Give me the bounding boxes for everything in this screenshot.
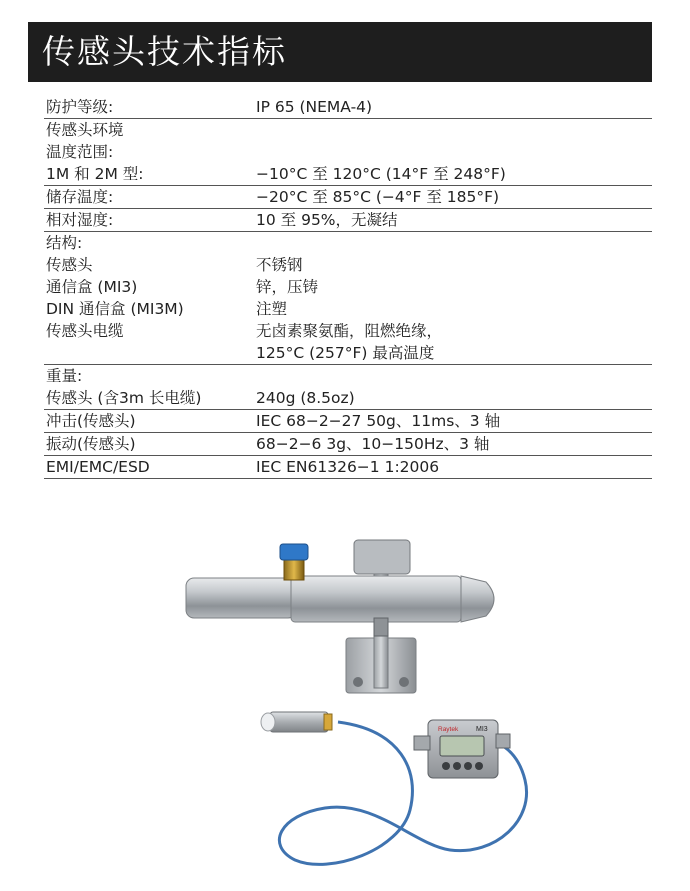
- page-title: 传感头技术指标: [42, 32, 287, 71]
- spec-value: 68−2−6 3g、10−150Hz、3 轴: [256, 435, 490, 453]
- spec-label: EMI/EMC/ESD: [46, 458, 150, 476]
- spec-row: [44, 95, 652, 119]
- spec-row: [44, 209, 652, 232]
- spec-label: 传感头环境: [46, 121, 124, 139]
- spec-row: [44, 410, 652, 433]
- spec-label: 1M 和 2M 型:: [46, 165, 144, 183]
- spec-value: 125°C (257°F) 最高温度: [256, 344, 435, 362]
- spec-label: 传感头 (含3m 长电缆): [46, 389, 202, 407]
- spec-value: −10°C 至 120°C (14°F 至 248°F): [256, 165, 506, 183]
- spec-value: IEC EN61326−1 1:2006: [256, 458, 440, 476]
- spec-value: −20°C 至 85°C (−4°F 至 185°F): [256, 188, 500, 206]
- spec-row: [44, 163, 652, 186]
- spec-label: 相对湿度:: [46, 211, 114, 229]
- air-fitting-cap: [280, 544, 308, 560]
- cable-gland: [414, 736, 430, 750]
- bolt: [399, 677, 409, 687]
- bolt: [353, 677, 363, 687]
- spec-value: IP 65 (NEMA-4): [256, 98, 373, 116]
- brand-label: Raytek: [438, 726, 459, 733]
- spec-row: [44, 254, 652, 276]
- spec-label: 防护等级:: [46, 98, 114, 116]
- spec-row: [44, 456, 652, 479]
- spec-label: 通信盒 (MI3): [46, 278, 138, 296]
- spec-label: 重量:: [46, 367, 83, 385]
- cable-gland-right: [496, 734, 510, 748]
- spec-row: [44, 232, 652, 254]
- spec-label: 振动(传感头): [46, 435, 136, 453]
- spec-row: [44, 342, 652, 365]
- sensor-tube-left: [186, 578, 296, 618]
- bracket-clamp: [354, 540, 410, 574]
- spec-row: [44, 276, 652, 298]
- button-3: [464, 762, 472, 770]
- spec-label: 冲击(传感头): [46, 412, 136, 430]
- spec-value: 240g (8.5oz): [256, 389, 355, 407]
- spec-table: [44, 95, 652, 479]
- spec-value: 不锈钢: [256, 256, 303, 274]
- spec-row: [44, 387, 652, 410]
- sensor-ring: [324, 714, 332, 730]
- spec-row: [44, 141, 652, 163]
- spec-row: [44, 365, 652, 387]
- spec-row: [44, 433, 652, 456]
- spec-value: 10 至 95%，无凝结: [256, 211, 398, 229]
- spec-value: 锌，压铸: [256, 278, 319, 296]
- button-1: [442, 762, 450, 770]
- sensor-mount-photo: [176, 530, 516, 705]
- sensor-cable-box-photo: [250, 700, 560, 885]
- spec-row: [44, 298, 652, 320]
- spec-value: 注塑: [256, 300, 288, 318]
- sensor-lens: [261, 713, 275, 731]
- spec-label: DIN 通信盒 (MI3M): [46, 300, 184, 318]
- spec-label: 储存温度:: [46, 188, 114, 206]
- clamp-screw: [374, 618, 388, 636]
- button-2: [453, 762, 461, 770]
- spec-label: 结构:: [46, 234, 83, 252]
- air-fitting: [284, 558, 304, 580]
- spec-label: 温度范围:: [46, 143, 114, 161]
- title-bar: [28, 22, 652, 82]
- spec-label: 传感头: [46, 256, 93, 274]
- lcd-display: [440, 736, 484, 756]
- sensor-nose: [461, 576, 494, 622]
- spec-row: [44, 186, 652, 209]
- spec-row: [44, 320, 652, 342]
- spec-value: IEC 68−2−27 50g、11ms、3 轴: [256, 412, 501, 430]
- button-4: [475, 762, 483, 770]
- spec-value: 无卤素聚氨酯，阻燃绝缘，: [256, 322, 443, 340]
- sensor-body: [291, 576, 461, 622]
- spec-row: [44, 119, 652, 141]
- spec-label: 传感头电缆: [46, 322, 124, 340]
- sensor-head: [270, 712, 328, 732]
- model-label: MI3: [476, 726, 488, 733]
